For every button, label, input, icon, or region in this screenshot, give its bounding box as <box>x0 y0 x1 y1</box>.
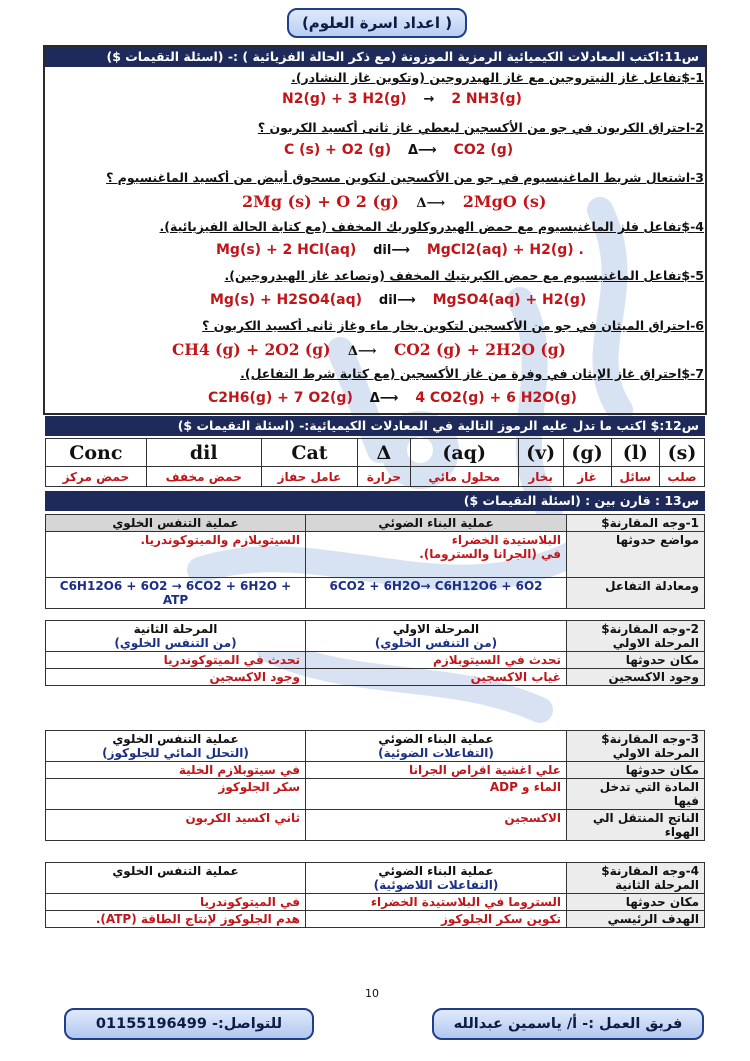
t1-col2-title: عملية التنفس الخلوي <box>46 515 306 532</box>
t3-row3-aspect: الناتج المنتقل الي الهواء <box>567 810 705 841</box>
top-banner: (اعداد اسرة العلوم ) <box>287 8 467 38</box>
t1-row2-col1: 6CO2 + 6H2O→ C6H12O6 + 6O2 <box>306 578 567 609</box>
q11-item-2: 2-احتراق الكربون في جو من الأكسجين ليعطي غاز ثانى أكسيد الكربون ؟ <box>257 120 704 135</box>
page-number: 10 <box>365 987 379 1000</box>
eq2-rhs: CO2 (g) <box>453 142 514 158</box>
symbol-cell: Conc <box>46 439 147 467</box>
eq1-arrow: → <box>423 92 435 107</box>
meaning-cell: صلب <box>660 467 705 487</box>
symbol-cell: (aq) <box>410 439 518 467</box>
equation-6 <box>172 340 566 359</box>
t1-row1-aspect: مواضع حدوثها <box>567 532 705 578</box>
footer-team: فريق العمل :- أ/ ياسمين عبدالله <box>432 1008 704 1040</box>
t1-row2-aspect: ومعادلة التفاعل <box>567 578 705 609</box>
t4-col1-line1: عملية البناء الضوئي <box>378 864 494 878</box>
equation-2 <box>284 142 513 158</box>
comparison-table-4 <box>45 862 705 928</box>
eq5-rhs: MgSO4(aq) + H2(g) <box>432 292 587 308</box>
eq3-arrow: Δ⟶ <box>416 196 446 211</box>
q11-item-1: 1-$تفاعل غاز النيتروجين مع غاز الهيدروجين (وتكوين غاز النشادر). <box>291 70 704 85</box>
t4-row2-aspect: الهدف الرئيسي <box>567 911 705 928</box>
t3-row1-aspect: مكان حدوثها <box>567 762 705 779</box>
q13-header: س13 : قارن بين : (اسئلة التقيمات $) <box>45 491 705 511</box>
t4-row1-aspect: مكان حدوثها <box>567 894 705 911</box>
q12-header: س12:$ اكتب ما تدل عليه الرموز التالية في المعادلات الكيميائية:- (اسئلة التقيمات $) <box>45 416 705 436</box>
t4-row1-col1: الستروما في البلاستيدة الخضراء <box>306 894 567 911</box>
eq6-arrow: Δ⟶ <box>347 344 377 359</box>
t3-row1-col2: في سيتوبلازم الخلية <box>46 762 306 779</box>
eq3-rhs: 2MgO (s) <box>462 192 547 211</box>
t4-col1-title <box>306 863 567 894</box>
equation-3 <box>242 192 546 211</box>
q11-item-6: 6-احتراق الميثان في جو من الأكسجين لتكوين بخار ماء وغاز ثانى أكسيد الكربون ؟ <box>202 318 704 333</box>
t4-aspect-line1: 4-وجه المقارنة$ <box>601 864 699 878</box>
eq2-lhs: C (s) + O2 (g) <box>284 142 392 158</box>
q11-header: س11:اكتب المعادلات الكيميائية الرمزية الموزونة (مع ذكر الحالة الفزيائية ) :- (اسئلة التقيمات $) <box>45 47 705 67</box>
eq5-lhs: Mg(s) + H2SO4(aq) <box>210 292 363 308</box>
meaning-cell: حمض مخفف <box>146 467 261 487</box>
q11-item-5: 5-$تفاعل الماغنيسيوم مع حمض الكبريتيك المخفف (وتصاعد غاز الهيدروجين). <box>224 268 704 283</box>
t2-row1-col2: تحدث في الميتوكوندريا <box>46 652 306 669</box>
t1-aspect: 1-وجه المقارنة$ <box>567 515 705 532</box>
q11-item-4: 4-$تفاعل فلز الماغنيسيوم مع حمض الهيدروكلوريك المخفف (مع كتابة الحالة الفيزيائية). <box>159 219 704 234</box>
eq1-rhs: 2 NH3(g) <box>451 91 522 107</box>
meaning-cell: محلول مائي <box>410 467 518 487</box>
t2-col1-line1: المرحلة الاولي <box>392 622 480 636</box>
t4-row1-col2: في الميتوكوندريا <box>46 894 306 911</box>
t2-row2-aspect: وجود الاكسجين <box>567 669 705 686</box>
t4-col2-title: عملية التنفس الخلوي <box>46 863 306 894</box>
t2-col1-title <box>306 621 567 652</box>
t1-col1-title: عملية البناء الضوئي <box>306 515 567 532</box>
symbol-cell: Δ <box>358 439 410 467</box>
t2-row2-col1: غياب الاكسجين <box>306 669 567 686</box>
meaning-cell: سائل <box>611 467 659 487</box>
eq7-arrow: Δ⟶ <box>369 391 399 406</box>
t4-aspect-line2: المرحلة الثانية <box>615 878 699 892</box>
symbol-cell: Cat <box>261 439 357 467</box>
eq3-lhs: 2Mg (s) + O 2 (g) <box>242 192 399 211</box>
eq2-arrow: Δ⟶ <box>407 143 437 158</box>
eq6-rhs: CO2 (g) + 2H2O (g) <box>393 340 566 359</box>
meaning-cell: غاز <box>563 467 611 487</box>
symbol-cell: (v) <box>518 439 563 467</box>
t2-row1-col1: تحدث في السيتوبلازم <box>306 652 567 669</box>
t1-row1-col1-a: البلاستيدة الخضراء <box>451 533 561 547</box>
eq1-lhs: N2(g) + 3 H2(g) <box>282 91 407 107</box>
equation-4 <box>216 242 584 258</box>
q11-item-7: 7-$احتراق غاز الإيثان في وفرة من غاز الأكسجين (مع كتابة شرط التفاعل). <box>240 366 704 381</box>
t3-col2-title <box>46 731 306 762</box>
t4-aspect <box>567 863 705 894</box>
t3-row2-col2: سكر الجلوكوز <box>46 779 306 810</box>
comparison-table-1 <box>45 514 705 609</box>
meaning-cell: عامل حفاز <box>261 467 357 487</box>
t4-row2-col2: هدم الجلوكوز لإنتاج الطاقة (ATP). <box>46 911 306 928</box>
t2-col1-line2: (من التنفس الخلوي) <box>374 636 498 650</box>
t3-col2-line2: (التحلل المائي للجلوكوز) <box>102 746 249 760</box>
t4-col1-line2: (التفاعلات اللاضوئية) <box>373 878 499 892</box>
t2-row1-aspect: مكان حدوثها <box>567 652 705 669</box>
eq7-lhs: C2H6(g) + 7 O2(g) <box>208 390 353 406</box>
eq5-arrow: dil⟶ <box>378 293 416 308</box>
comparison-table-2 <box>45 620 705 686</box>
symbol-cell: dil <box>146 439 261 467</box>
t3-row3-col1: الاكسجين <box>306 810 567 841</box>
t2-aspect-line1: 2-وجه المقارنة$ <box>601 622 699 636</box>
eq4-lhs: Mg(s) + 2 HCl(aq) <box>216 242 357 258</box>
t3-row1-col1: علي اغشية اقراص الجرانا <box>306 762 567 779</box>
eq4-rhs: MgCl2(aq) + H2(g) . <box>426 242 584 258</box>
t3-col1-line1: عملية البناء الضوئي <box>378 732 494 746</box>
symbol-cell: (s) <box>660 439 705 467</box>
meaning-cell: بخار <box>518 467 563 487</box>
equation-7 <box>208 390 577 406</box>
t2-aspect-line2: المرحلة الاولي <box>612 636 699 650</box>
t3-aspect-line1: 3-وجه المقارنة$ <box>601 732 699 746</box>
eq7-rhs: 4 CO2(g) + 6 H2O(g) <box>415 390 577 406</box>
t4-row2-col1: تكوين سكر الجلوكوز <box>306 911 567 928</box>
eq4-arrow: dil⟶ <box>373 243 410 258</box>
t3-col1-title <box>306 731 567 762</box>
t2-col2-title <box>46 621 306 652</box>
t3-aspect-line2: المرحلة الاولي <box>612 746 699 760</box>
t2-aspect <box>567 621 705 652</box>
t3-row2-col1: الماء و ADP <box>306 779 567 810</box>
t1-row1-col1-b: في (الجرانا والستروما). <box>419 547 561 561</box>
comparison-table-3 <box>45 730 705 841</box>
symbol-cell: (l) <box>611 439 659 467</box>
symbol-cell: (g) <box>563 439 611 467</box>
meaning-cell: حمض مركز <box>46 467 147 487</box>
t3-aspect <box>567 731 705 762</box>
equation-1 <box>282 91 522 107</box>
t3-row2-aspect: المادة التي تدخل فيها <box>567 779 705 810</box>
t3-col1-line2: (التفاعلات الضوئية) <box>378 746 494 760</box>
t1-row1-col1 <box>306 532 567 578</box>
meaning-cell: حرارة <box>358 467 410 487</box>
t2-row2-col2: وجود الاكسجين <box>46 669 306 686</box>
symbols-table <box>45 438 705 487</box>
t3-row3-col2: ثاني اكسيد الكربون <box>46 810 306 841</box>
q11-item-3: 3-اشتعال شريط الماغنيسيوم في جو من الأكسجين لتكوين مسحوق أبيض من أكسيد الماغنسيوم ؟ <box>106 170 704 185</box>
footer-contact: للتواصل:- 01155196499 <box>64 1008 314 1040</box>
t2-col2-line2: (من التنفس الخلوي) <box>114 636 237 650</box>
t1-row1-col2: السيتوبلازم والميتوكوندريا. <box>46 532 306 578</box>
eq6-lhs: CH4 (g) + 2O2 (g) <box>172 340 331 359</box>
equation-5 <box>210 292 586 308</box>
t1-row2-col2: C6H12O6 + 6O2 → 6CO2 + 6H2O + ATP <box>46 578 306 609</box>
t2-col2-line1: المرحلة الثانية <box>133 622 218 636</box>
t3-col2-line1: عملية التنفس الخلوي <box>112 732 239 746</box>
